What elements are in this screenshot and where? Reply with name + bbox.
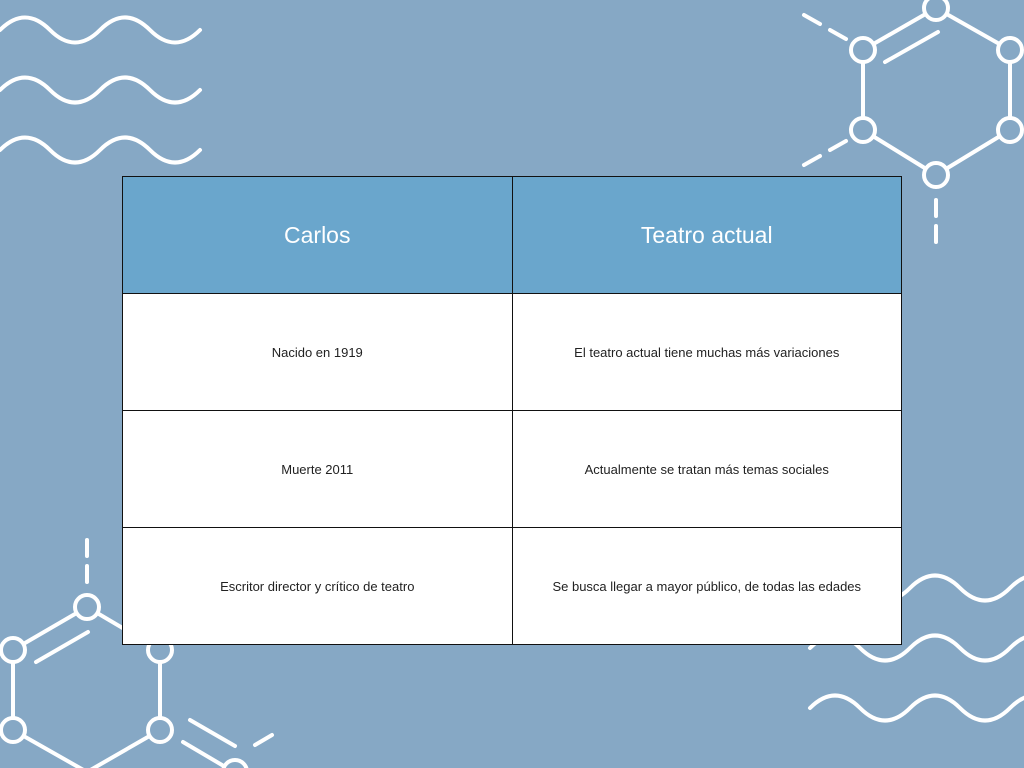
table-cell: Nacido en 1919	[123, 294, 513, 411]
table-row	[123, 411, 902, 528]
table-cell: Muerte 2011	[123, 411, 513, 528]
table-cell: Escritor director y crítico de teatro	[123, 528, 513, 645]
header-cell-carlos: Carlos	[123, 177, 513, 294]
table-row	[123, 528, 902, 645]
table-header-row	[123, 177, 902, 294]
table-cell: El teatro actual tiene muchas más variaciones	[512, 294, 902, 411]
header-cell-teatro-actual: Teatro actual	[512, 177, 902, 294]
table-cell: Se busca llegar a mayor público, de todas las edades	[512, 528, 902, 645]
table-row	[123, 294, 902, 411]
wave-lines-icon	[0, 18, 200, 163]
table	[122, 176, 902, 645]
table-cell: Actualmente se tratan más temas sociales	[512, 411, 902, 528]
comparison-table	[122, 176, 902, 642]
